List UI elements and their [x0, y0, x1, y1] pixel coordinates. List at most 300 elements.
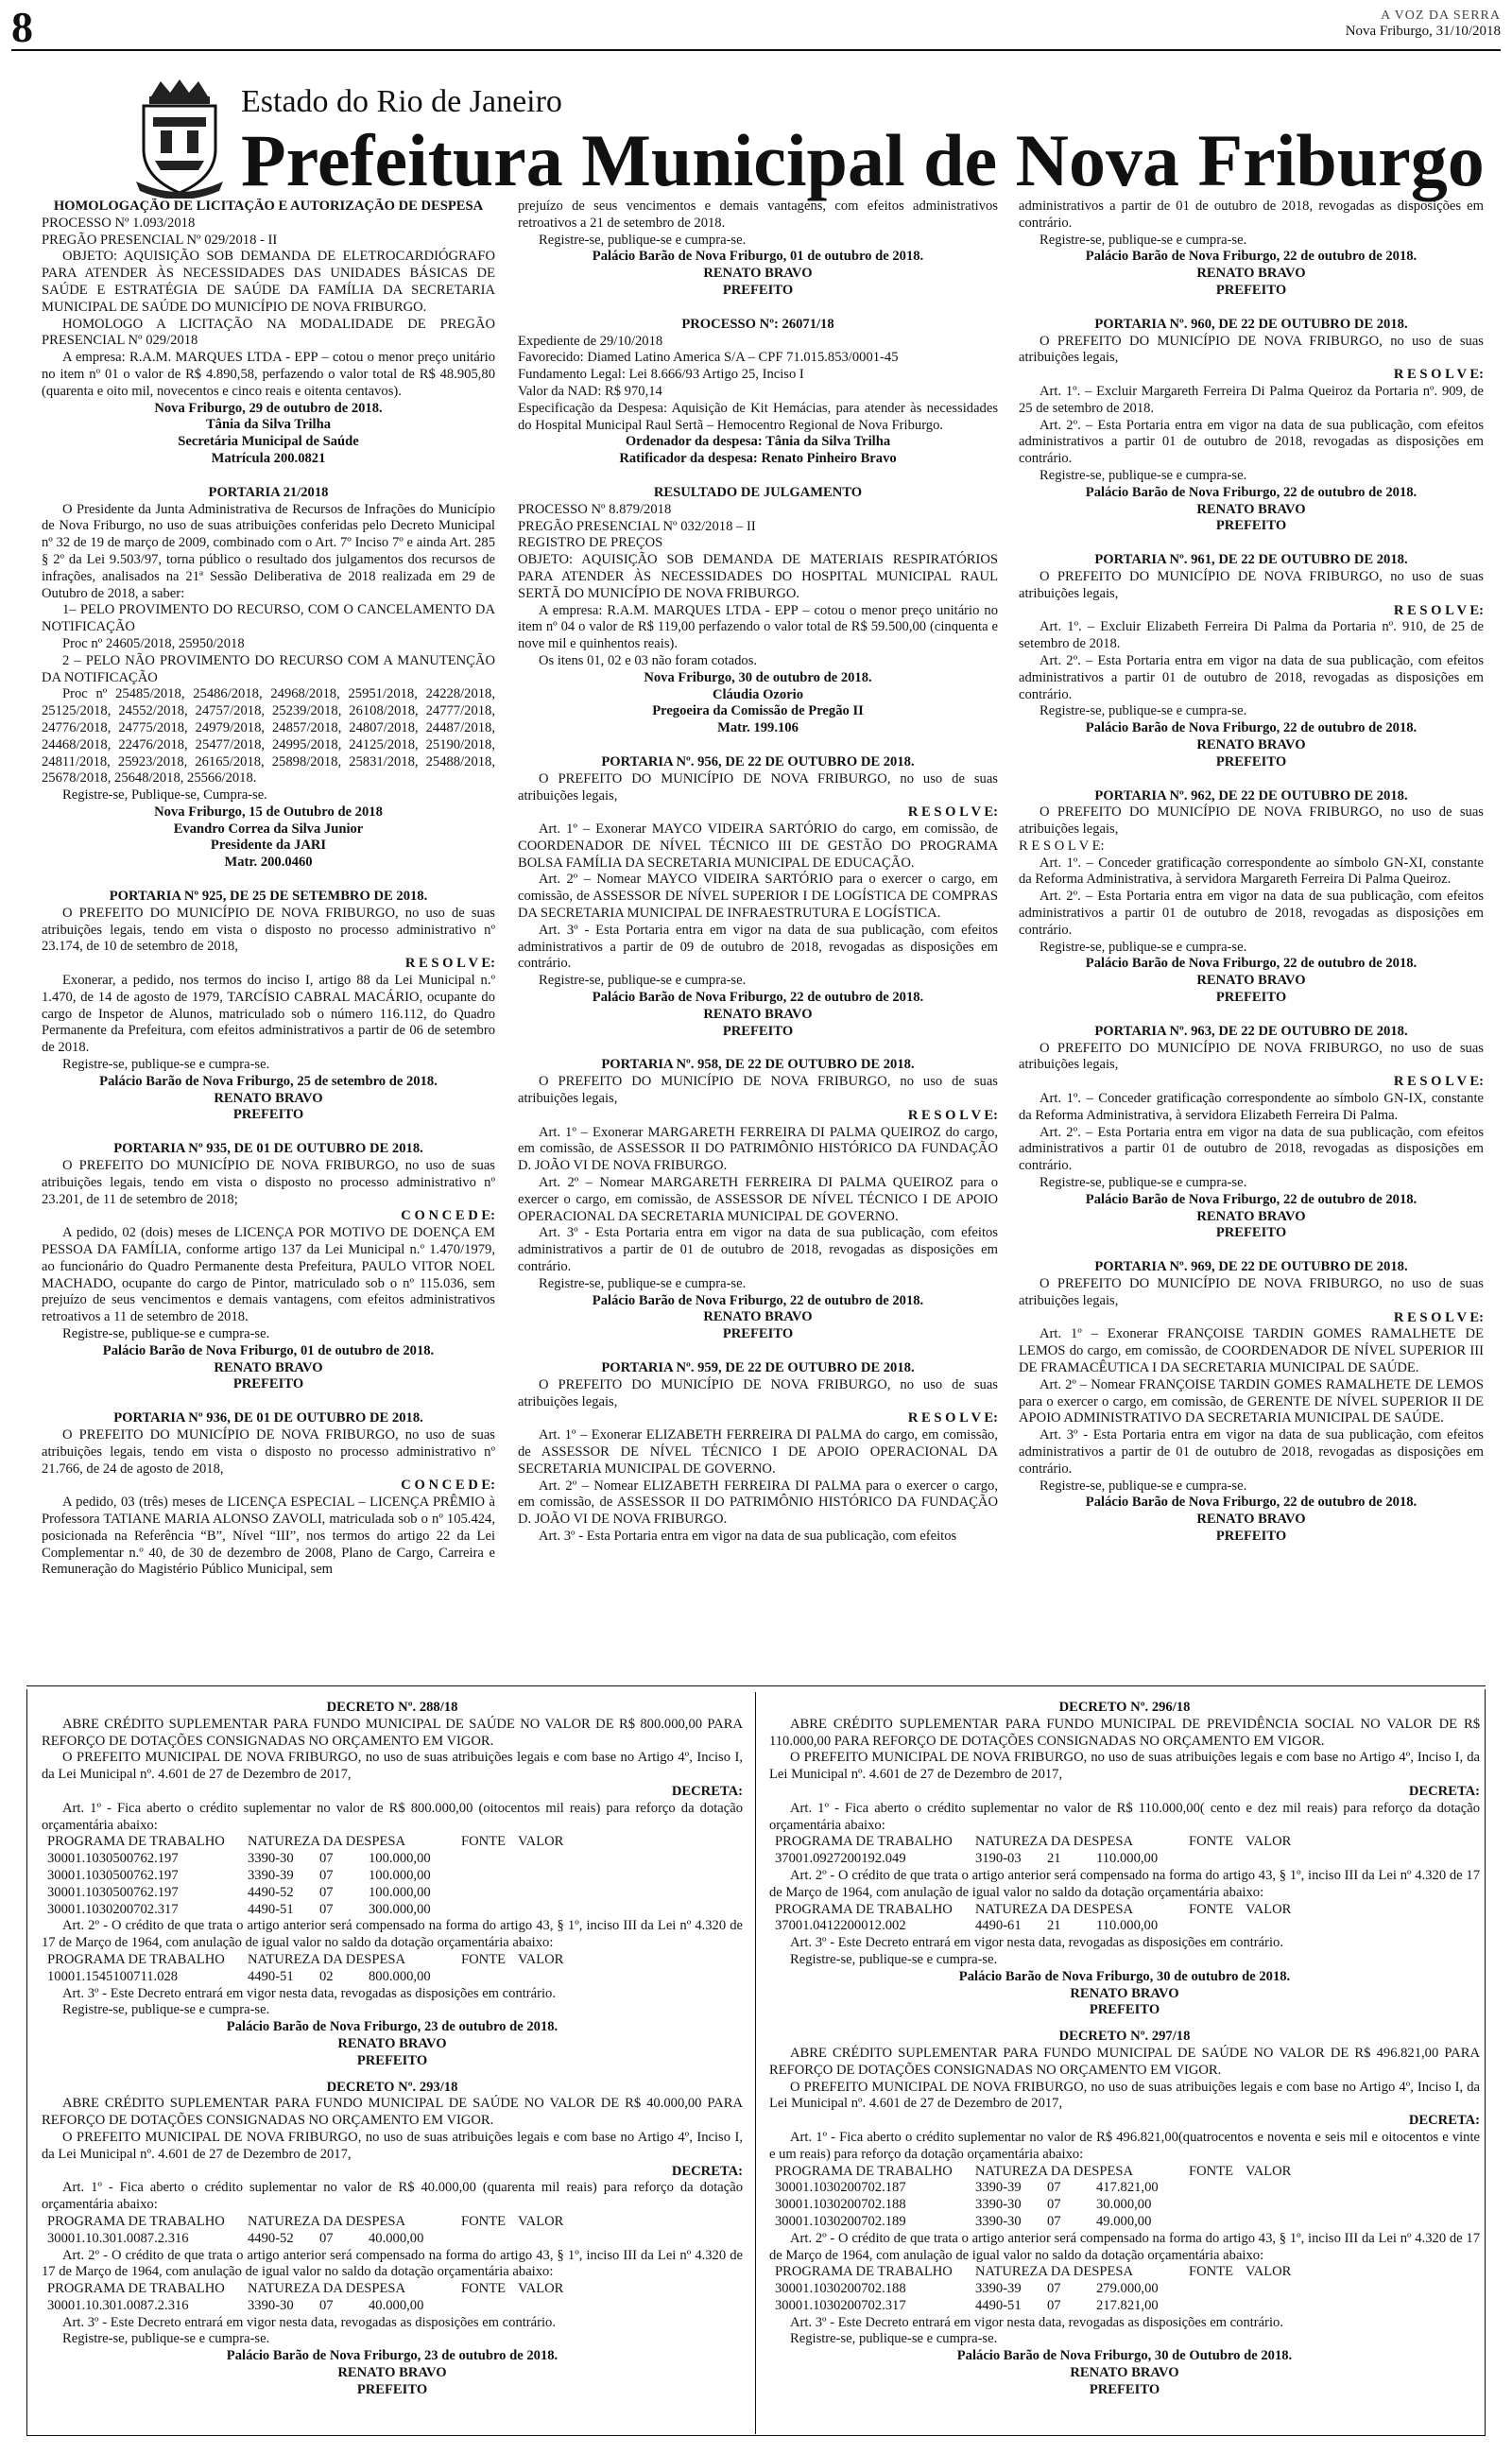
paragraph: O PREFEITO DO MUNICÍPIO DE NOVA FRIBURGO, no uso de suas atribuições legais, [1019, 333, 1484, 366]
budget-table [775, 1834, 1480, 1868]
paragraph: PROCESSO Nº 8.879/2018 [518, 501, 672, 517]
decree-title: DECRETO Nº. 296/18 [1058, 1700, 1191, 1715]
paragraph: Art. 2º – Nomear MARGARETH FERREIRA DI PALMA QUEIROZ para o exercer o cargo, em comissão, de ASSESSOR DE NÍVEL TÉCNICO I DE APOIO OPERACIONAL DA SECRETARIA MUNICIPAL DE GOVERNO. [518, 1175, 998, 1224]
decree-signer-role: PREFEITO [356, 2381, 428, 2397]
section-heading: PREFEITO [232, 1107, 304, 1123]
decree-article: Art. 2º - O crédito de que trata o artigo anterior será compensado na forma do artigo 43, § 1º, inciso III da Lei nº 4.320 de 17 de Março de 1964, com anulação de igual valor no saldo da dotação orçamentária abaixo: [42, 1918, 743, 1951]
budget-table [775, 2264, 1480, 2314]
table-cell: 300.000,00 [369, 1901, 431, 1917]
decree-preamble: O PREFEITO MUNICIPAL DE NOVA FRIBURGO, no uso de suas atribuições legais e com base no Artigo 4º, Inciso I, da Lei Municipal nº. 4.601 de 27 de Dezembro de 2017, [42, 2129, 743, 2162]
decree-ementa: ABRE CRÉDITO SUPLEMENTAR PARA FUNDO MUNICIPAL DE SAÚDE NO VALOR DE R$ 496.821,00 PARA REFORÇO DE DOTAÇÕES CONSIGNADAS NO ORÇAMENTO EM VIGOR. [769, 2045, 1480, 2078]
section-heading: RENATO BRAVO [1196, 266, 1306, 282]
decree-article: Art. 2º - O crédito de que trata o artigo anterior será compensado na forma do artigo 43, § 1º, inciso III da Lei nº 4.320 de 17 de Março de 1964, com anulação de igual valor no saldo da dotação orçamentária abaixo: [769, 1867, 1480, 1900]
paragraph: O PREFEITO DO MUNICÍPIO DE NOVA FRIBURGO, no uso de suas atribuições legais, [518, 1074, 998, 1107]
paragraph: O PREFEITO DO MUNICÍPIO DE NOVA FRIBURGO, no uso de suas atribuições legais, [1019, 1276, 1484, 1308]
table-cell: 3390-30 [975, 2213, 1022, 2229]
budget-table [775, 2164, 1480, 2231]
decree-decreta: DECRETA: [1408, 1783, 1480, 1799]
table-header-cell: VALOR [518, 1951, 564, 1967]
paragraph: Registre-se, publique-se e cumpra-se. [539, 232, 747, 248]
paragraph: Art. 3º - Esta Portaria entra em vigor na data de sua publicação, com efeitos administrativos a partir de 01 de outubro de 2018, revogadas as disposições em contrário. [518, 1225, 998, 1275]
section-heading: Matrícula 200.0821 [211, 450, 326, 466]
paragraph: Registre-se, publique-se e cumpra-se. [62, 1057, 270, 1073]
budget-table-header [775, 2264, 1480, 2281]
decree-signer-role: PREFEITO [1089, 2381, 1160, 2397]
table-header-cell: NATUREZA DA DESPESA [248, 1951, 406, 1967]
section-heading: Palácio Barão de Nova Friburgo, 25 de setembro de 2018. [99, 1073, 438, 1089]
section-heading: PREFEITO [1215, 1225, 1287, 1241]
budget-table-header [775, 2164, 1480, 2181]
table-row [775, 1918, 1480, 1935]
paragraph: PREGÃO PRESENCIAL Nº 032/2018 – II [518, 518, 756, 534]
table-cell: 30001.1030200702.187 [775, 2180, 906, 2196]
section-heading: RENATO BRAVO [703, 266, 813, 282]
paragraph: Art. 2º. – Esta Portaria entra em vigor na data de sua publicação, com efeitos administrativos a partir 01 de outubro de 2018, revogadas as disposições em contrário. [1019, 652, 1484, 702]
table-cell: 30001.1030200702.317 [775, 2297, 906, 2313]
paragraph: C O N C E D E: [401, 1478, 495, 1494]
section-heading: Evandro Correa da Silva Junior [173, 821, 364, 837]
table-cell: 02 [319, 1968, 334, 1984]
header-rule [11, 49, 1501, 51]
paragraph: OBJETO: AQUISIÇÃO SOB DEMANDA DE MATERIAIS RESPIRATÓRIOS PARA ATENDER ÀS NECESSIDADES DO HOSPITAL MUNICIPAL RAUL SERTÃ DO MUNICÍPIO DE NOVA FRIBURGO. [518, 552, 998, 601]
paragraph: A pedido, 03 (três) meses de LICENÇA ESPECIAL – LICENÇA PRÊMIO à Professora TATIANE MARIA ALONSO ZAVOLI, matriculada sob o nº 105.424, posicionada na Referência “B”, Nível “III”, nos termos do artigo 22 da Lei Complementar n.º 40, de 30 de dezembro de 2008, Plano de Cargo, Carreira e Remuneração do Magistério Público Municipal, sem [42, 1495, 495, 1578]
section-heading: Palácio Barão de Nova Friburgo, 22 de outubro de 2018. [1085, 1495, 1418, 1511]
paragraph: R E S O L V E: [1393, 1309, 1484, 1325]
table-cell: 30001.1030200702.188 [775, 2197, 906, 2213]
decree-register: Registre-se, publique-se e cumpra-se. [62, 2002, 270, 2018]
section-heading: PORTARIA 21/2018 [208, 484, 329, 500]
section-heading: RENATO BRAVO [214, 1359, 323, 1375]
section-heading: PORTARIA Nº. 958, DE 22 DE OUTUBRO DE 2018. [601, 1057, 915, 1073]
section-heading: PORTARIA Nº 935, DE 01 DE OUTUBRO DE 2018. [113, 1141, 423, 1157]
table-row [47, 1851, 743, 1868]
section-heading: Nova Friburgo, 29 de outubro de 2018. [154, 400, 383, 416]
section-heading: Palácio Barão de Nova Friburgo, 01 de outubro de 2018. [102, 1342, 435, 1358]
paragraph: R E S O L V E: [1393, 602, 1484, 618]
table-row [775, 1851, 1480, 1868]
section-heading: PORTARIA Nº. 961, DE 22 DE OUTUBRO DE 2018. [1094, 552, 1408, 568]
paragraph: 1– PELO PROVIMENTO DO RECURSO, COM O CANCELAMENTO DA NOTIFICAÇÃO [42, 602, 495, 635]
section-heading: PORTARIA Nº. 963, DE 22 DE OUTUBRO DE 2018. [1094, 1023, 1408, 1039]
budget-table [47, 2281, 743, 2315]
table-cell: 49.000,00 [1096, 2213, 1152, 2229]
decree-preamble: O PREFEITO MUNICIPAL DE NOVA FRIBURGO, no uso de suas atribuições legais e com base no Artigo 4º, Inciso I, da Lei Municipal nº. 4.601 de 27 de Dezembro de 2017, [769, 2079, 1480, 2112]
decree [769, 2029, 1480, 2399]
table-cell: 110.000,00 [1096, 1851, 1159, 1867]
table-row [47, 1902, 743, 1919]
table-header-cell: VALOR [518, 2281, 564, 2297]
paragraph: O PREFEITO DO MUNICÍPIO DE NOVA FRIBURGO, no uso de suas atribuições legais, [1019, 568, 1484, 601]
paragraph: R E S O L V E: [907, 1107, 998, 1123]
paragraph: Art. 3º - Esta Portaria entra em vigor na data de sua publicação, com efeitos [539, 1528, 957, 1544]
table-row [775, 2281, 1480, 2298]
paragraph: Expediente de 29/10/2018 [518, 333, 663, 349]
table-header-cell: PROGRAMA DE TRABALHO [47, 2281, 225, 2297]
table-cell: 40.000,00 [369, 2230, 424, 2246]
table-row [47, 1868, 743, 1885]
paragraph: Registre-se, publique-se e cumpra-se. [1040, 1478, 1247, 1494]
paragraph: O PREFEITO DO MUNICÍPIO DE NOVA FRIBURGO, no uso de suas atribuições legais, [518, 770, 998, 804]
paragraph: Valor da NAD: R$ 970,14 [518, 383, 662, 399]
section-heading: Ordenador da despesa: Tânia da Silva Trilha [625, 434, 891, 450]
table-header-cell: FONTE [461, 1951, 507, 1967]
table-cell: 110.000,00 [1096, 1918, 1159, 1934]
table-cell: 4490-51 [248, 1968, 294, 1984]
table-cell: 30001.1030500762.197 [47, 1867, 179, 1883]
table-cell: 07 [1047, 2197, 1061, 2213]
decree-signer: RENATO BRAVO [1070, 1985, 1179, 2001]
table-cell: 21 [1047, 1851, 1061, 1867]
newspaper-name: A VOZ DA SERRA [1381, 9, 1501, 23]
table-cell: 4490-52 [248, 2230, 294, 2246]
decree-signer: RENATO BRAVO [337, 2365, 447, 2381]
decree-register: Registre-se, publique-se e cumpra-se. [62, 2331, 270, 2347]
paragraph: Art. 3º - Esta Portaria entra em vigor na data de sua publicação, com efeitos administrativos a partir de 09 de outubro de 2018, revogadas as disposições em contrário. [518, 922, 998, 972]
paragraph: administrativos a partir de 01 de outubro de 2018, revogadas as disposições em contrário. [1019, 199, 1484, 231]
table-cell: 30001.10.301.0087.2.316 [47, 2230, 189, 2246]
table-cell: 3390-39 [248, 1867, 294, 1883]
section-heading: Matr. 200.0460 [224, 855, 313, 871]
table-header-cell: VALOR [518, 2213, 564, 2229]
paragraph: Art. 1º – Exonerar MARGARETH FERREIRA DI PALMA QUEIROZ do cargo, em comissão, de ASSESSOR II DO PATRIMÔNIO HISTÓRICO DA FUNDAÇÃO D. JOÃO VI DE NOVA FRIBURGO. [518, 1124, 998, 1174]
section-heading: Palácio Barão de Nova Friburgo, 22 de outubro de 2018. [1085, 249, 1418, 265]
table-cell: 30001.1030500762.197 [47, 1851, 179, 1867]
section-heading: Palácio Barão de Nova Friburgo, 22 de outubro de 2018. [1085, 956, 1418, 972]
column-1 [42, 199, 495, 1654]
section-heading: RESULTADO DE JULGAMENTO [653, 484, 863, 500]
decree-article: Art. 1º - Fica aberto o crédito suplementar no valor de R$ 496.821,00(quatrocentos e noventa e seis mil e oitocentos e vinte e um reais) para reforço da dotação orçamentária abaixo: [769, 2129, 1480, 2162]
table-cell: 07 [1047, 2281, 1061, 2297]
section-heading: RENATO BRAVO [214, 1090, 323, 1106]
section-heading: RENATO BRAVO [1196, 736, 1306, 752]
decree-title: DECRETO Nº. 293/18 [326, 2079, 458, 2095]
table-cell: 40.000,00 [369, 2297, 424, 2313]
table-cell: 217.821,00 [1096, 2297, 1159, 2313]
paragraph: O PREFEITO DO MUNICÍPIO DE NOVA FRIBURGO, no uso de suas atribuições legais, [518, 1376, 998, 1409]
paragraph: Art. 3º - Esta Portaria entra em vigor na data de sua publicação, com efeitos administrativos a partir de 01 de outubro de 2018, revogadas as disposições em contrário. [1019, 1427, 1484, 1477]
table-cell: 07 [319, 1884, 334, 1900]
budget-table [775, 1902, 1480, 1936]
paragraph: Registre-se, publique-se e cumpra-se. [1040, 703, 1247, 719]
section-heading: RENATO BRAVO [703, 1309, 813, 1325]
paragraph: Art. 2º – Nomear ELIZABETH FERREIRA DI PALMA para o exercer o cargo, em comissão, de ASSESSOR II DO PATRIMÔNIO HISTÓRICO DA FUNDAÇÃO D. JOÃO VI DE NOVA FRIBURGO. [518, 1478, 998, 1528]
table-cell: 4490-51 [975, 2297, 1022, 2313]
paragraph: prejuízo de seus vencimentos e demais vantagens, com efeitos administrativos retroativos a 21 de setembro de 2018. [518, 199, 998, 231]
table-header-cell: FONTE [1189, 2163, 1234, 2179]
decree-decreta: DECRETA: [1408, 2113, 1480, 2129]
decree [42, 2080, 743, 2399]
paragraph: Art. 1º – Exonerar FRANÇOISE TARDIN GOMES RAMALHETE DE LEMOS do cargo, em comissão, de COORDENADOR DE NÍVEL SUPERIOR III DE FRAMACÊUTICA I DA SECRETARIA MUNICIPAL DE SAÚDE. [1019, 1326, 1484, 1375]
paragraph: O PREFEITO DO MUNICÍPIO DE NOVA FRIBURGO, no uso de suas atribuições legais, tendo em vista o disposto no processo administrativo nº 23.201, de 11 de setembro de 2018; [42, 1158, 495, 1207]
table-cell: 37001.0412200012.002 [775, 1918, 906, 1934]
table-row [47, 1969, 743, 1986]
section-heading: Palácio Barão de Nova Friburgo, 22 de outubro de 2018. [1085, 484, 1418, 500]
section-heading: Palácio Barão de Nova Friburgo, 22 de outubro de 2018. [1085, 720, 1418, 736]
section-heading: PORTARIA Nº 925, DE 25 DE SETEMBRO DE 2018. [109, 889, 428, 905]
paragraph: Art. 2º – Nomear FRANÇOISE TARDIN GOMES RAMALHETE DE LEMOS para o exercer o cargo, em comissão, de GERENTE DE NÍVEL SUPERIOR II DE APOIO ADMINISTRATIVO DA SECRETARIA MUNICIPAL DE SAÚDE. [1019, 1376, 1484, 1426]
table-row [47, 1885, 743, 1902]
section-heading: Palácio Barão de Nova Friburgo, 22 de outubro de 2018. [592, 1292, 924, 1308]
paragraph: R E S O L V E: [1019, 838, 1105, 854]
table-cell: 279.000,00 [1096, 2281, 1159, 2297]
decree-ementa: ABRE CRÉDITO SUPLEMENTAR PARA FUNDO MUNICIPAL DE PREVIDÊNCIA SOCIAL NO VALOR DE R$ 110.000,00 PARA REFORÇO DE DOTAÇÕES CONSIGNADAS NO ORÇAMENTO EM VIGOR. [769, 1716, 1480, 1749]
table-row [775, 2197, 1480, 2214]
section-heading: PREFEITO [1215, 990, 1287, 1006]
table-row [47, 2231, 743, 2248]
section-heading: Palácio Barão de Nova Friburgo, 22 de outubro de 2018. [592, 990, 924, 1006]
decree-article: Art. 3º - Este Decreto entrará em vigor nesta data, revogadas as disposições em contrário. [62, 2314, 557, 2330]
paragraph: Os itens 01, 02 e 03 não foram cotados. [539, 652, 758, 668]
section-heading: Tânia da Silva Trilha [205, 417, 332, 433]
paragraph: Art. 1º. – Excluir Margareth Ferreira Di Palma Queiroz da Portaria nº. 909, de 25 de setembro de 2018. [1019, 383, 1484, 416]
paragraph: A empresa: R.A.M. MARQUES LTDA - EPP – cotou o menor preço unitário no item nº 04 o valor de R$ 119,00 perfazendo o valor total de R$ 59.500,00 (cinquenta e nove mil e quinhentos reais). [518, 602, 998, 652]
table-cell: 07 [319, 1901, 334, 1917]
section-heading: HOMOLOGAÇÃO DE LICITAÇÃO E AUTORIZAÇÃO DE DESPESA [53, 199, 484, 214]
decree-decreta: DECRETA: [671, 2163, 743, 2179]
section-heading: PREFEITO [1215, 282, 1287, 298]
table-cell: 07 [319, 2297, 334, 2313]
paragraph: Proc nº 24605/2018, 25950/2018 [62, 635, 245, 651]
decree-article: Art. 3º - Este Decreto entrará em vigor nesta data, revogadas as disposições em contrário. [62, 1985, 557, 2001]
decrees-left-column [42, 1700, 743, 2428]
table-header-cell: PROGRAMA DE TRABALHO [47, 1834, 225, 1850]
section-heading: PROCESSO Nº: 26071/18 [681, 316, 834, 332]
paragraph: Registre-se, Publique-se, Cumpra-se. [62, 787, 267, 804]
table-cell: 30001.1030200702.189 [775, 2213, 906, 2229]
table-header-cell: NATUREZA DA DESPESA [975, 1901, 1134, 1917]
section-heading: PREFEITO [1215, 518, 1287, 534]
table-header-cell: PROGRAMA DE TRABALHO [775, 2264, 953, 2280]
table-row [47, 2298, 743, 2315]
column-2 [518, 199, 998, 1654]
decree-signer-role: PREFEITO [356, 2052, 428, 2068]
table-cell: 3390-39 [975, 2180, 1022, 2196]
section-heading: Pregoeira da Comissão de Pregão II [652, 703, 864, 719]
decree-register: Registre-se, publique-se e cumpra-se. [790, 1951, 998, 1967]
paragraph: Registre-se, publique-se e cumpra-se. [1040, 467, 1247, 483]
section-heading: Matr. 199.106 [717, 720, 799, 736]
budget-table [47, 2214, 743, 2248]
paragraph: OBJETO: AQUISIÇÃO SOB DEMANDA DE ELETROCARDIÓGRAFO PARA ATENDER ÀS NECESSIDADES DAS UNIDADES BÁSICAS DE SAÚDE E ESTRATÉGIA DE SAÚDE DA FAMÍLIA DA SECRETARIA MUNICIPAL DE SAÚDE DO MUNICÍPIO DE NOVA FRIBURGO. [42, 249, 495, 315]
budget-table-header [775, 1834, 1480, 1851]
table-cell: 3190-03 [975, 1851, 1022, 1867]
section-heading: PREFEITO [232, 1376, 304, 1392]
section-rule [26, 1685, 1486, 1686]
paragraph: Proc nº 25485/2018, 25486/2018, 24968/2018, 25951/2018, 24228/2018, 25125/2018, 24552/2018, 24757/2018, 25239/2018, 26108/2018, 24777/2018, 24776/2018, 24775/2018, 24979/2018, 24857/2018, 24807/2018, 24487/2018, 24468/2018, 22476/2018, 25477/2018, 24995/2018, 24125/2018, 25190/2018, 24811/2018, 25923/2018, 26165/2018, 25898/2018, 25831/2018, 25488/2018, 25678/2018, 25648/2018, 25566/2018. [42, 686, 495, 786]
decree-article: Art. 2º - O crédito de que trata o artigo anterior será compensado na forma do artigo 43, § 1º, inciso III da Lei nº 4.320 de 17 de Março de 1964, com anulação de igual valor no saldo da dotação orçamentária abaixo: [769, 2230, 1480, 2263]
paragraph: A empresa: R.A.M. MARQUES LTDA - EPP – cotou o menor preço unitário no item nº 01 o valor de R$ 4.890,58, perfazendo o valor total de R$ 48.905,80 (quarenta e oito mil, novecentos e cinco reais e oitenta centavos). [42, 350, 495, 399]
decree-article: Art. 1º - Fica aberto o crédito suplementar no valor de R$ 40.000,00 (quarenta mil reais) para reforço da dotação orçamentária abaixo: [42, 2180, 743, 2213]
table-cell: 100.000,00 [369, 1851, 431, 1867]
paragraph: Exonerar, a pedido, nos termos do inciso I, artigo 88 da Lei Municipal n.º 1.470, de 14 de agosto de 1979, TARCÍSIO CABRAL MACÁRIO, ocupante do cargo de Inspetor de Alunos, matriculado sob o número 116.112, do Quadro Permanente da Prefeitura, com efeitos administrativos a partir de 06 de setembro de 2018. [42, 973, 495, 1056]
paragraph: O PREFEITO DO MUNICÍPIO DE NOVA FRIBURGO, no uso de suas atribuições legais, [1019, 804, 1484, 838]
table-cell: 3390-30 [248, 1851, 294, 1867]
table-cell: 10001.1545100711.028 [47, 1968, 179, 1984]
paragraph: Registre-se, publique-se e cumpra-se. [1040, 1175, 1247, 1191]
section-heading: RENATO BRAVO [703, 1006, 813, 1022]
table-cell: 07 [1047, 2180, 1061, 2196]
section-heading: Ratificador da despesa: Renato Pinheiro Bravo [619, 451, 897, 467]
table-row [775, 2214, 1480, 2231]
section-heading: RENATO BRAVO [1196, 973, 1306, 989]
section-heading: PREFEITO [722, 282, 794, 298]
table-cell: 417.821,00 [1096, 2180, 1159, 2196]
table-cell: 4490-52 [248, 1884, 294, 1900]
table-header-cell: NATUREZA DA DESPESA [248, 2281, 406, 2297]
section-heading: PORTARIA Nº. 956, DE 22 DE OUTUBRO DE 2018. [601, 753, 915, 769]
paragraph: Art. 2º. – Esta Portaria entra em vigor na data de sua publicação, com efeitos administrativos a partir 01 de outubro de 2018, revogadas as disposições em contrário. [1019, 889, 1484, 938]
paragraph: R E S O L V E: [907, 804, 998, 821]
paragraph: Especificação da Despesa: Aquisição de Kit Hemácias, para atender às necessidades do Hospital Municipal Raul Sertã – Hemocentro Regional de Nova Friburgo. [518, 400, 998, 433]
table-cell: 07 [1047, 2297, 1061, 2313]
table-cell: 30001.1030500762.197 [47, 1884, 179, 1900]
section-heading: Presidente da JARI [210, 838, 327, 854]
section-heading: PORTARIA Nº. 962, DE 22 DE OUTUBRO DE 2018. [1094, 787, 1408, 804]
section-heading: RENATO BRAVO [1196, 1208, 1306, 1224]
paragraph: R E S O L V E: [1393, 1074, 1484, 1090]
decree-preamble: O PREFEITO MUNICIPAL DE NOVA FRIBURGO, no uso de suas atribuições legais e com base no Artigo 4º, Inciso I, da Lei Municipal nº. 4.601 de 27 de Dezembro de 2017, [42, 1750, 743, 1783]
paragraph: Registre-se, publique-se e cumpra-se. [1040, 232, 1247, 248]
table-header-cell: FONTE [1189, 2264, 1234, 2280]
decree-place-date: Palácio Barão de Nova Friburgo, 30 de Outubro de 2018. [956, 2348, 1293, 2364]
paragraph: Registre-se, publique-se e cumpra-se. [539, 973, 747, 989]
section-heading: PORTARIA Nº 936, DE 01 DE OUTUBRO DE 2018. [113, 1410, 423, 1426]
decree-article: Art. 3º - Este Decreto entrará em vigor nesta data, revogadas as disposições em contrário. [790, 2314, 1284, 2330]
table-cell: 30001.1030200702.188 [775, 2281, 906, 2297]
decree-signer: RENATO BRAVO [1070, 2365, 1179, 2381]
decree-ementa: ABRE CRÉDITO SUPLEMENTAR PARA FUNDO MUNICIPAL DE SAÚDE NO VALOR DE R$ 40.000,00 PARA REFORÇO DE DOTAÇÕES CONSIGNADAS NO ORÇAMENTO EM VIGOR. [42, 2096, 743, 2129]
decree-article: Art. 2º - O crédito de que trata o artigo anterior será compensado na forma do artigo 43, § 1º, inciso III da Lei nº 4.320 de 17 de Março de 1964, com anulação de igual valor no saldo da dotação orçamentária abaixo: [42, 2247, 743, 2280]
decree-article: Art. 1º - Fica aberto o crédito suplementar no valor de R$ 110.000,00( cento e dez mil reais) para reforço da dotação orçamentária abaixo: [769, 1800, 1480, 1833]
paragraph: O PREFEITO DO MUNICÍPIO DE NOVA FRIBURGO, no uso de suas atribuições legais, tendo em vista o disposto no processo administrativo nº 23.174, de 10 de setembro de 2018, [42, 905, 495, 955]
dateline: Nova Friburgo, 31/10/2018 [1345, 24, 1501, 39]
paragraph: Art. 1º. – Conceder gratificação correspondente ao símbolo GN-XI, constante da Reforma Administrativa, à servidora Margareth Ferreira Di Palma Queiroz. [1019, 855, 1484, 888]
paragraph: O PREFEITO DO MUNICÍPIO DE NOVA FRIBURGO, no uso de suas atribuições legais, tendo em vista o disposto no processo administrativo nº 21.766, de 24 de agosto de 2018, [42, 1426, 495, 1477]
decree-title: DECRETO Nº. 288/18 [326, 1700, 458, 1715]
section-heading: Palácio Barão de Nova Friburgo, 01 de outubro de 2018. [592, 249, 924, 265]
paragraph: Art. 1º. – Conceder gratificação correspondente ao símbolo GN-IX, constante da Reforma Administrativa, à servidora Elizabeth Ferreira Di Palma. [1019, 1091, 1484, 1123]
paragraph: O PREFEITO DO MUNICÍPIO DE NOVA FRIBURGO, no uso de suas atribuições legais, [1019, 1040, 1484, 1073]
paragraph: R E S O L V E: [907, 1410, 998, 1426]
decree-register: Registre-se, publique-se e cumpra-se. [790, 2331, 998, 2347]
table-cell: 30001.10.301.0087.2.316 [47, 2297, 189, 2313]
table-header-cell: FONTE [461, 2213, 507, 2229]
section-heading: PORTARIA Nº. 969, DE 22 DE OUTUBRO DE 2018. [1094, 1259, 1408, 1275]
paragraph: REGISTRO DE PREÇOS [518, 535, 663, 551]
section-heading: PREFEITO [722, 1023, 794, 1039]
budget-table [47, 1952, 743, 1986]
decree [769, 1700, 1480, 2019]
section-heading: Nova Friburgo, 30 de outubro de 2018. [644, 669, 872, 685]
table-cell: 4490-61 [975, 1918, 1022, 1934]
section-heading: Nova Friburgo, 15 de Outubro de 2018 [154, 804, 383, 820]
decree-preamble: O PREFEITO MUNICIPAL DE NOVA FRIBURGO, no uso de suas atribuições legais e com base no Artigo 4º, Inciso I, da Lei Municipal nº. 4.601 de 27 de Dezembro de 2017, [769, 1750, 1480, 1783]
decree-ementa: ABRE CRÉDITO SUPLEMENTAR PARA FUNDO MUNICIPAL DE SAÚDE NO VALOR DE R$ 800.000,00 PARA REFORÇO DE DOTAÇÕES CONSIGNADAS NO ORÇAMENTO EM VIGOR. [42, 1716, 743, 1749]
paragraph: C O N C E D E: [401, 1208, 495, 1224]
newspaper-masthead [1346, 8, 1501, 40]
table-header-cell: PROGRAMA DE TRABALHO [775, 1901, 953, 1917]
decree-place-date: Palácio Barão de Nova Friburgo, 23 de outubro de 2018. [226, 2019, 558, 2035]
paragraph: HOMOLOGO A LICITAÇÃO NA MODALIDADE DE PREGÃO PRESENCIAL Nº 029/2018 [42, 316, 495, 349]
section-heading: RENATO BRAVO [1196, 1512, 1306, 1528]
table-header-cell: FONTE [461, 2281, 507, 2297]
decree-signer-role: PREFEITO [1089, 2002, 1160, 2018]
table-header-cell: VALOR [518, 1834, 564, 1850]
budget-table-header [47, 2281, 743, 2298]
table-header-cell: NATUREZA DA DESPESA [248, 2213, 406, 2229]
table-cell: 37001.0927200192.049 [775, 1851, 906, 1867]
table-header-cell: FONTE [1189, 1834, 1234, 1850]
paragraph: Art. 2º. – Esta Portaria entra em vigor na data de sua publicação, com efeitos administrativos a partir 01 de outubro de 2018, revogadas as disposições em contrário. [1019, 417, 1484, 467]
section-heading: PREFEITO [1215, 1528, 1287, 1544]
table-cell: 4490-51 [248, 1901, 294, 1917]
table-header-cell: PROGRAMA DE TRABALHO [775, 2163, 953, 2179]
paragraph: Favorecido: Diamed Latino America S/A – CPF 71.015.853/0001-45 [518, 350, 899, 366]
paragraph: Registre-se, publique-se e cumpra-se. [539, 1275, 747, 1291]
table-cell: 07 [319, 1867, 334, 1883]
table-header-cell: NATUREZA DA DESPESA [975, 1834, 1134, 1850]
table-cell: 21 [1047, 1918, 1061, 1934]
table-cell: 3390-39 [975, 2281, 1022, 2297]
section-heading: Cláudia Ozorio [712, 686, 804, 702]
decrees-right-column [769, 1700, 1480, 2428]
decree [42, 1700, 743, 2070]
state-name: Estado do Rio de Janeiro [241, 84, 562, 119]
section-heading: Secretária Municipal de Saúde [178, 434, 359, 450]
budget-table-header [47, 1952, 743, 1969]
budget-table-header [775, 1902, 1480, 1919]
budget-table-header [47, 2214, 743, 2231]
table-cell: 07 [319, 1851, 334, 1867]
column-3 [1019, 199, 1484, 1654]
table-header-cell: VALOR [1246, 2163, 1292, 2179]
table-cell: 3390-30 [248, 2297, 294, 2313]
table-header-cell: VALOR [1246, 2264, 1292, 2280]
paragraph: Art. 2º. – Esta Portaria entra em vigor na data de sua publicação, com efeitos administrativos a partir 01 de outubro de 2018, revogadas as disposições em contrário. [1019, 1124, 1484, 1174]
paragraph: Art. 1º – Exonerar MAYCO VIDEIRA SARTÓRIO do cargo, em comissão, de COORDENADOR DE NÍVEL TÉCNICO III DE GESTÃO DO PROGRAMA BOLSA FAMÍLIA DA SECRETARIA MUNICIPAL DE EDUCAÇÃO. [518, 821, 998, 871]
table-cell: 07 [1047, 2213, 1061, 2229]
paragraph: Art. 1º – Exonerar ELIZABETH FERREIRA DI PALMA do cargo, em comissão, de ASSESSOR DE NÍVEL TÉCNICO I DE APOIO OPERACIONAL DA SECRETARIA MUNICIPAL DE GOVERNO. [518, 1427, 998, 1477]
section-heading: PREFEITO [722, 1326, 794, 1342]
section-heading: PORTARIA Nº. 960, DE 22 DE OUTUBRO DE 2018. [1094, 316, 1408, 332]
paragraph: Registre-se, publique-se e cumpra-se. [62, 1326, 270, 1341]
table-header-cell: FONTE [1189, 1901, 1234, 1917]
section-heading: PORTARIA Nº. 959, DE 22 DE OUTUBRO DE 2018. [601, 1360, 915, 1375]
decree-title: DECRETO Nº. 297/18 [1058, 2029, 1191, 2045]
table-header-cell: PROGRAMA DE TRABALHO [47, 2213, 225, 2229]
city-coat-of-arms-icon [132, 76, 227, 199]
table-cell: 30.000,00 [1096, 2197, 1152, 2213]
paragraph: Registre-se, publique-se e cumpra-se. [1040, 939, 1247, 955]
budget-table-header [47, 1834, 743, 1851]
table-header-cell: VALOR [1246, 1901, 1292, 1917]
table-cell: 30001.1030200702.317 [47, 1901, 179, 1917]
decree-signer: RENATO BRAVO [337, 2035, 447, 2051]
paragraph: Art. 2º – Nomear MAYCO VIDEIRA SARTÓRIO para o exercer o cargo, em comissão, de ASSESSOR DE NÍVEL SUPERIOR I DE LOGÍSTICA DE COMPRAS DA SECRETARIA MUNICIPAL DE INFRAESTRUTURA E LOGÍSTICA. [518, 872, 998, 922]
decree-article: Art. 3º - Este Decreto entrará em vigor nesta data, revogadas as disposições em contrário. [790, 1935, 1284, 1951]
section-heading: PREFEITO [1215, 753, 1287, 769]
table-cell: 3390-30 [975, 2197, 1022, 2213]
table-header-cell: PROGRAMA DE TRABALHO [47, 1951, 225, 1967]
table-cell: 800.000,00 [369, 1968, 431, 1984]
prefeitura-banner [132, 66, 1485, 208]
table-header-cell: FONTE [461, 1834, 507, 1850]
table-cell: 100.000,00 [369, 1867, 431, 1883]
page-header [0, 0, 1512, 57]
table-header-cell: VALOR [1246, 1834, 1292, 1850]
table-header-cell: NATUREZA DA DESPESA [248, 1834, 406, 1850]
paragraph: O Presidente da Junta Administrativa de Recursos de Infrações do Município de Nova Friburgo, no uso de suas atribuições conferidas pelo Decreto Municipal nº 32 de 19 de março de 2009, combinado com o Art. 7º Inciso 7º e ainda Art. 285 § 2º da Lei 9.503/97, torna público o resultado dos julgamentos dos recursos de infrações, analisados na 21ª Sessão Deliberativa de 2018 realizada em 29 de Outubro de 2018, a saber: [42, 501, 495, 601]
